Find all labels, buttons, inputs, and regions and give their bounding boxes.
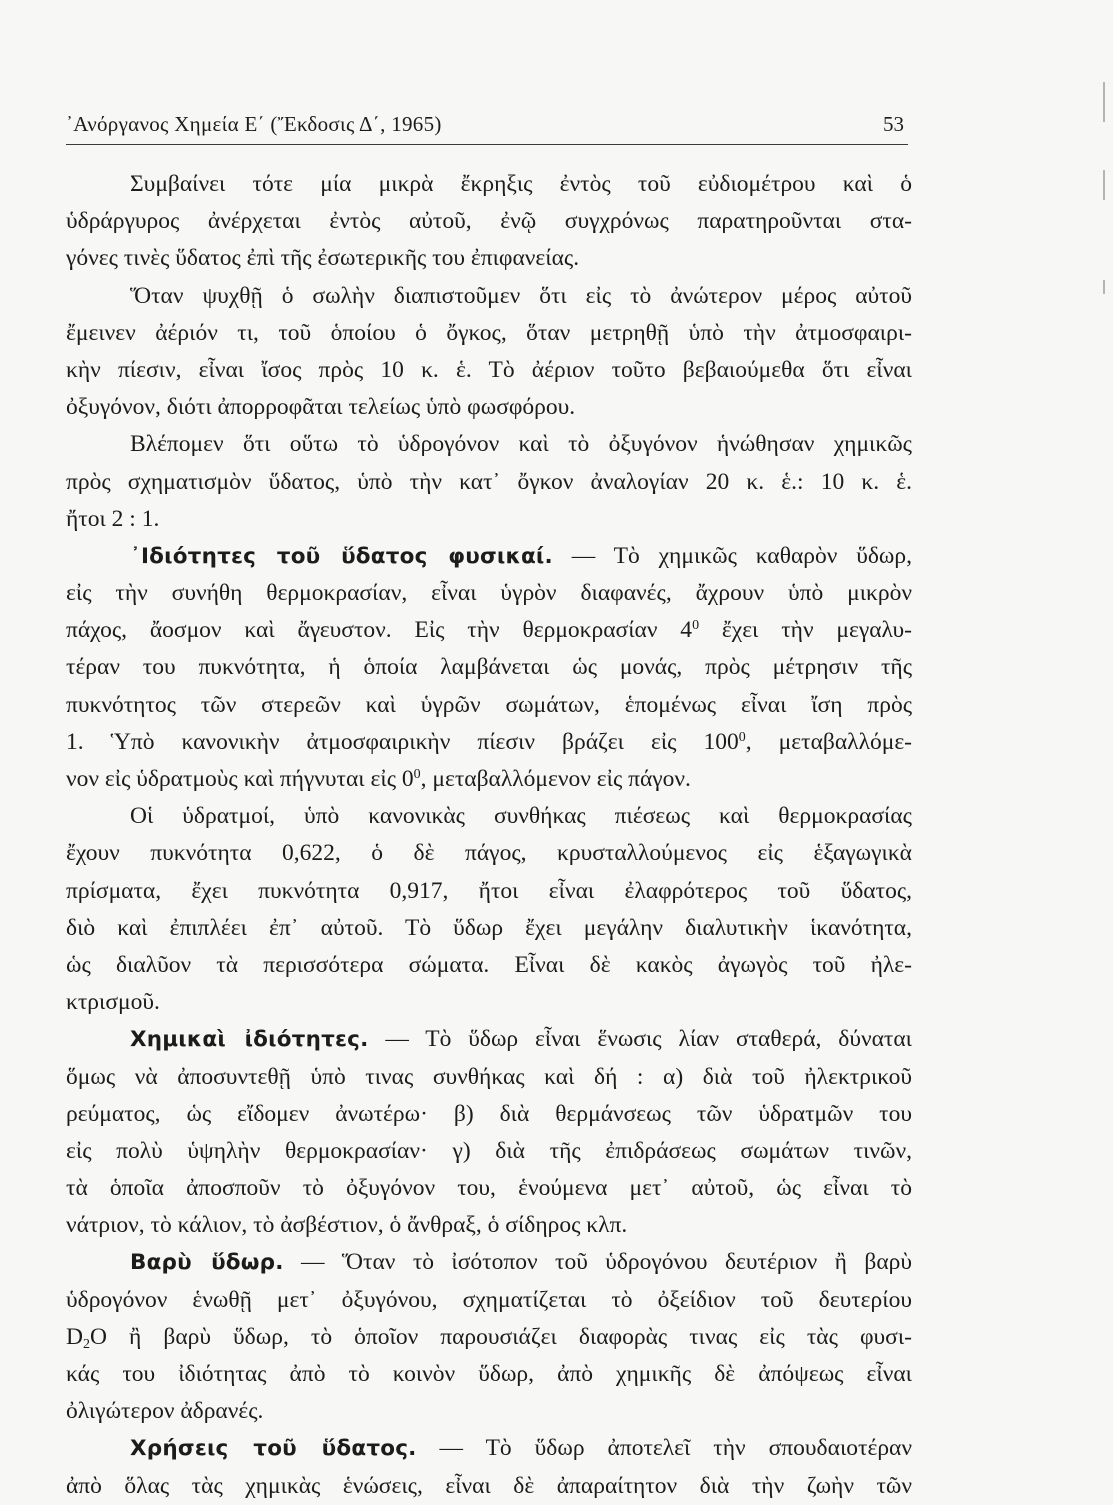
text-line: κάς του ἰδιότητας ἀπὸ τὸ κοινὸν ὕδωρ, ἀπὸ χημικῆς δὲ ἀπόψεως εἶναι — [66, 1361, 912, 1387]
text-line: εἰς πολὺ ὑψηλὴν θερμοκρασίαν· γ) διὰ τῆς ἐπιδράσεως σωμάτων τινῶν, — [66, 1137, 912, 1164]
section-heading-line: Χρήσεις τοῦ ὕδατος. — Τὸ ὕδωρ ἀποτελεῖ τὴν σπουδαιοτέραν — [130, 1435, 912, 1462]
text-line: ὡς διαλῦον τὰ περισσότερα σώματα. Εἶναι δὲ κακὸς ἀγωγὸς τοῦ ἠλε- — [66, 951, 912, 978]
text-line: ἤτοι 2 : 1. — [66, 505, 160, 532]
text-line: ρεύματος, ὡς εἴδομεν ἀνωτέρω· β) διὰ θερμάνσεως τῶν ὑδρατμῶν του — [66, 1100, 912, 1127]
text-line: ἔμεινεν ἀέριόν τι, τοῦ ὁποίου ὁ ὄγκος, ὅταν μετρηθῇ ὑπὸ τὴν ἀτμοσφαιρι- — [66, 319, 912, 346]
text-line: ὀλιγώτερον ἀδρανές. — [66, 1398, 264, 1425]
text-line: διὸ καὶ ἐπιπλέει ἐπ᾿ αὐτοῦ. Τὸ ὕδωρ ἔχει μεγάλην διαλυτικὴν ἱκανότητα, — [66, 914, 912, 941]
margin-mark — [1103, 82, 1105, 122]
section-heading: Βαρὺ ὕδωρ. — [130, 1250, 284, 1276]
text-line: ὑδρογόνον ἑνωθῇ μετ᾿ ὀξυγόνου, σχηματίζεται τὸ ὀξείδιον τοῦ δευτερίου — [66, 1286, 912, 1313]
body-text — [66, 166, 912, 1505]
section-heading-line: Χημικαὶ ἰδιότητες. — Τὸ ὕδωρ εἶναι ἕνωσις λίαν σταθερά, δύναται — [130, 1026, 912, 1053]
text-line: νάτριον, τὸ κάλιον, τὸ ἀσβέστιον, ὁ ἄνθραξ, ὁ σίδηρος κλπ. — [66, 1212, 628, 1239]
text-line: κτρισμοῦ. — [66, 989, 160, 1016]
margin-mark — [1103, 280, 1105, 294]
text-line: γόνες τινὲς ὕδατος ἐπὶ τῆς ἐσωτερικῆς του ἐπιφανείας. — [66, 245, 580, 272]
text-line: Ὅταν ψυχθῇ ὁ σωλὴν διαπιστοῦμεν ὅτι εἰς τὸ ἀνώτερον μέρος αὐτοῦ — [130, 282, 912, 309]
text-line: Βλέπομεν ὅτι οὕτω τὸ ὑδρογόνον καὶ τὸ ὀξυγόνον ἡνώθησαν χημικῶς — [130, 431, 912, 458]
text-line: πρίσματα, ἔχει πυκνότητα 0,917, ἤτοι εἶναι ἐλαφρότερος τοῦ ὕδατος, — [66, 877, 912, 904]
section-heading: Χημικαὶ ἰδιότητες. — [130, 1027, 369, 1053]
text-line: Συμβαίνει τότε μία μικρὰ ἔκρηξις ἐντὸς τοῦ εὐδιομέτρου καὶ ὁ — [130, 171, 912, 197]
section-heading: Χρήσεις τοῦ ὕδατος. — [130, 1436, 417, 1462]
text-line: πρὸς σχηματισμὸν ὕδατος, ὑπὸ τὴν κατ᾿ ὄγκον ἀναλογίαν 20 κ. ἑ.: 10 κ. ἑ. — [66, 468, 912, 495]
margin-mark — [1103, 170, 1105, 200]
text-line: πυκνότητος τῶν στερεῶν καὶ ὑγρῶν σωμάτων, ἑπομένως εἶναι ἴση πρὸς — [66, 691, 912, 718]
text-line: νον εἰς ὑδρατμοὺς καὶ πήγνυται εἰς $0^0$, μεταβαλλόμενον εἰς πάγον. — [66, 766, 691, 792]
text-line: τὰ ὁποῖα ἀποσποῦν τὸ ὀξυγόνον του, ἑνούμενα μετ᾿ αὐτοῦ, ὡς εἶναι τὸ — [66, 1175, 912, 1202]
section-heading: ᾿Ιδιότητες τοῦ ὕδατος φυσικαί. — [130, 543, 553, 569]
page-number: 53 — [883, 112, 904, 136]
section-heading-line: ᾿Ιδιότητες τοῦ ὕδατος φυσικαί. — Τὸ χημικῶς καθαρὸν ὕδωρ, — [130, 542, 912, 569]
text-line: ὅμως νὰ ἀποσυντεθῇ ὑπὸ τινας συνθήκας καὶ δή : α) διὰ τοῦ ἠλεκτρικοῦ — [66, 1063, 912, 1090]
text-line: $D_2O$ ἢ βαρὺ ὕδωρ, τὸ ὁποῖον παρουσιάζει διαφορὰς τινας εἰς τὰς φυσι- — [66, 1323, 912, 1352]
text-line: 1. Ὑπὸ κανονικὴν ἀτμοσφαιρικὴν πίεσιν βράζει εἰς $100^0$, μεταβαλλόμε- — [66, 728, 913, 755]
text-line: Οἱ ὑδρατμοί, ὑπὸ κανονικὰς συνθήκας πιέσεως καὶ θερμοκρασίας — [130, 803, 912, 830]
text-line: ἔχουν πυκνότητα 0,622, ὁ δὲ πάγος, κρυσταλλούμενος εἰς ἑξαγωγικὰ — [66, 840, 912, 867]
text-line: εἰς τὴν συνήθη θερμοκρασίαν, εἶναι ὑγρὸν διαφανές, ἄχρουν ὑπὸ μικρὸν — [66, 580, 912, 607]
section-heading-line: Βαρὺ ὕδωρ. — Ὅταν τὸ ἰσότοπον τοῦ ὑδρογόνου δευτέριον ἢ βαρὺ — [130, 1249, 912, 1276]
running-head: ᾿Ανόργανος Χημεία Ε΄ (Ἔκδοσις Δ΄, 1965) — [66, 112, 442, 136]
text-line: ὀξυγόνον, διότι ἀπορροφᾶται τελείως ὑπὸ φωσφόρου. — [66, 394, 576, 421]
text-line: κὴν πίεσιν, εἶναι ἴσος πρὸς 10 κ. ἑ. Τὸ ἀέριον τοῦτο βεβαιούμεθα ὅτι εἶναι — [66, 356, 912, 383]
text-line: τέραν του πυκνότητα, ἡ ὁποία λαμβάνεται ὡς μονάς, πρὸς μέτρησιν τῆς — [66, 654, 912, 681]
text-line: πάχος, ἄοσμον καὶ ἄγευστον. Εἰς τὴν θερμοκρασίαν $4^0$ ἔχει τὴν μεγαλυ- — [66, 617, 912, 644]
text-line: ὑδράργυρος ἀνέρχεται ἐντὸς αὐτοῦ, ἐνῷ συγχρόνως παρατηροῦνται στα- — [66, 208, 912, 235]
page-header — [66, 104, 908, 145]
text-line: ἀπὸ ὅλας τὰς χημικὰς ἑνώσεις, εἶναι δὲ ἀπαραίτητον διὰ τὴν ζωὴν τῶν — [66, 1472, 912, 1499]
